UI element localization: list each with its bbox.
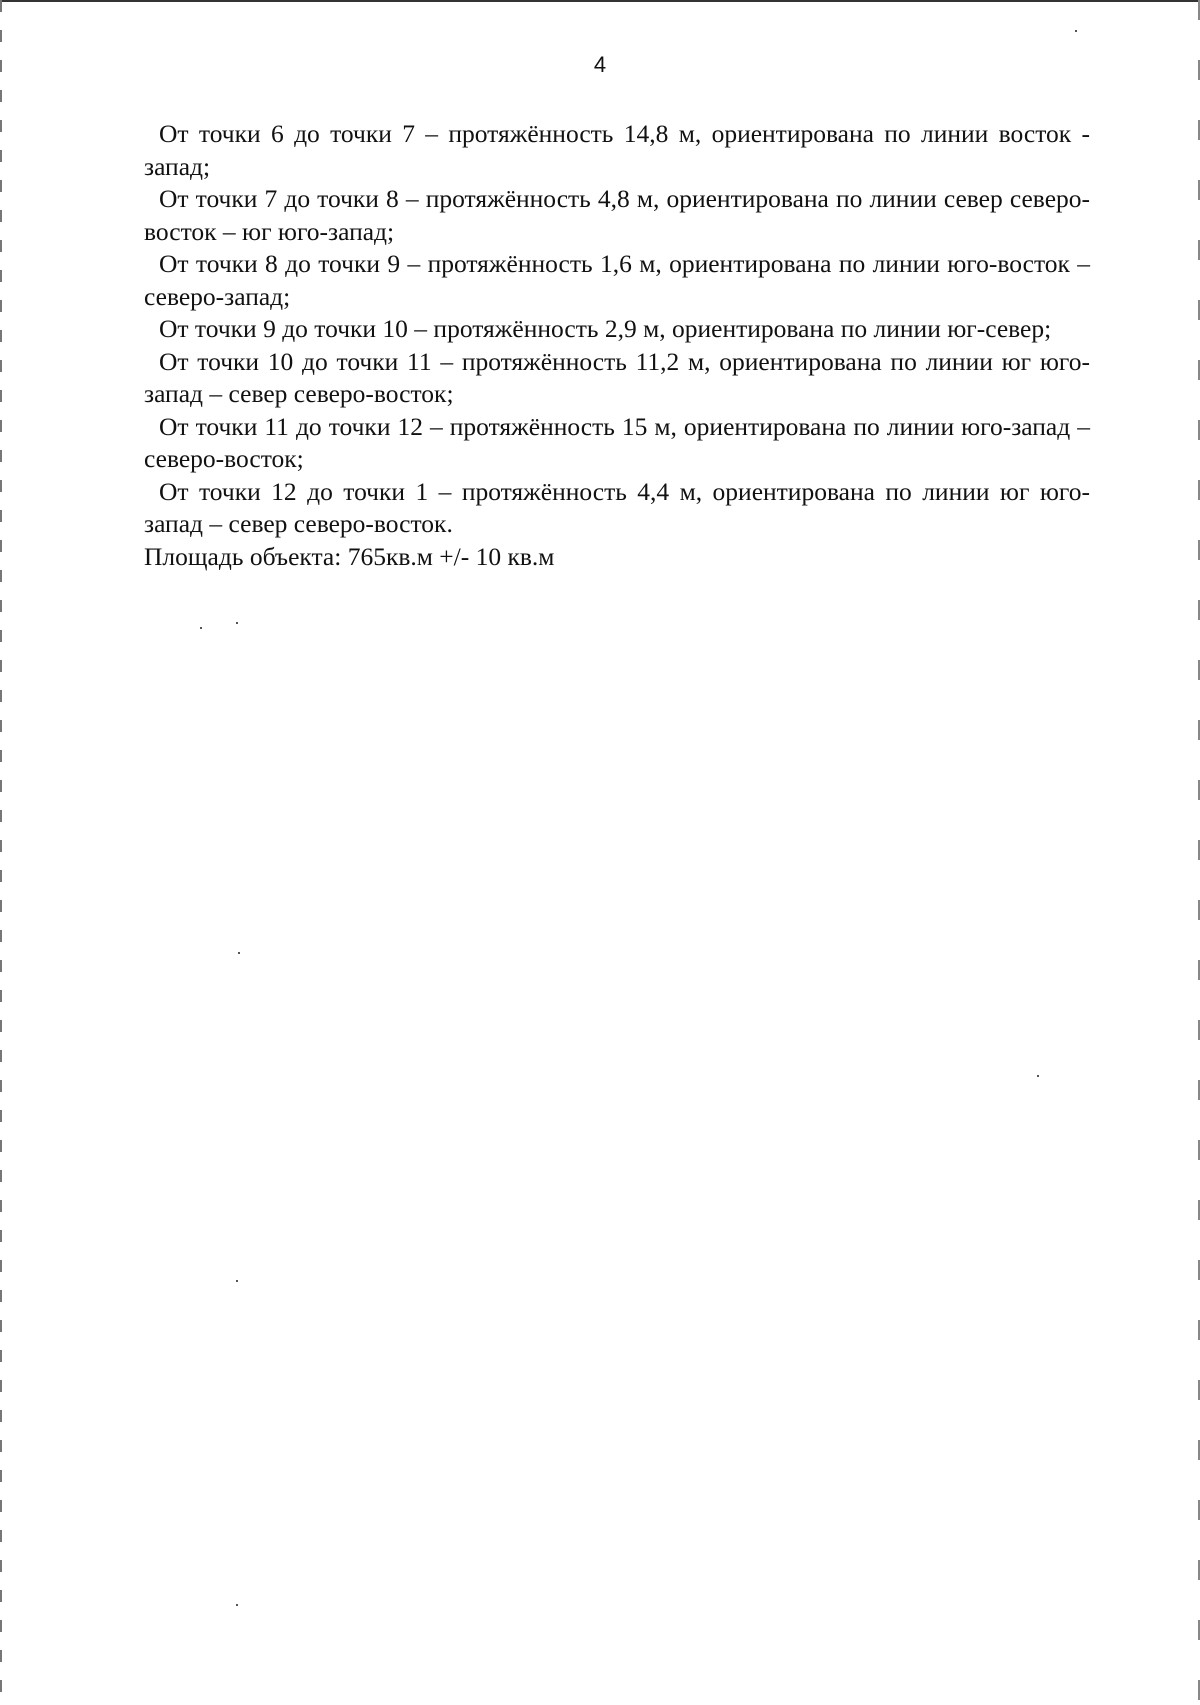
scan-speck (236, 1604, 238, 1606)
scan-speck (236, 622, 238, 624)
document-body (144, 118, 1090, 573)
object-area-line: Площадь объекта: 765кв.м +/- 10 кв.м (144, 541, 555, 571)
scan-speck (200, 627, 202, 629)
segment-paragraph: От точки 12 до точки 1 – протяжённость 4,4 м, ориентирована по линии юг юго-запад – север северо-восток. (144, 476, 1090, 538)
segment-paragraph: От точки 7 до точки 8 – протяжённость 4,8 м, ориентирована по линии север северо-восток – юг юго-запад; (144, 184, 1090, 246)
scan-left-border (0, 0, 2, 1705)
scan-speck (1075, 30, 1077, 32)
scan-speck (236, 1280, 238, 1282)
scan-speck (1037, 1075, 1039, 1077)
scan-top-border (0, 0, 1200, 2)
segment-paragraph: От точки 10 до точки 11 – протяжённость 11,2 м, ориентирована по линии юг юго-запад – север северо-восток; (144, 346, 1090, 408)
segment-paragraph: От точки 6 до точки 7 – протяжённость 14,8 м, ориентирована по линии восток - запад; (144, 119, 1090, 181)
segment-paragraph: От точки 9 до точки 10 – протяжённость 2,9 м, ориентирована по линии юг-север; (159, 314, 1052, 343)
segment-paragraph: От точки 11 до точки 12 – протяжённость 15 м, ориентирована по линии юго-запад – северо-восток; (144, 411, 1090, 473)
segment-paragraph: От точки 8 до точки 9 – протяжённость 1,6 м, ориентирована по линии юго-восток – северо-запад; (144, 249, 1090, 311)
scan-speck (238, 952, 240, 954)
page-number: 4 (593, 52, 607, 77)
